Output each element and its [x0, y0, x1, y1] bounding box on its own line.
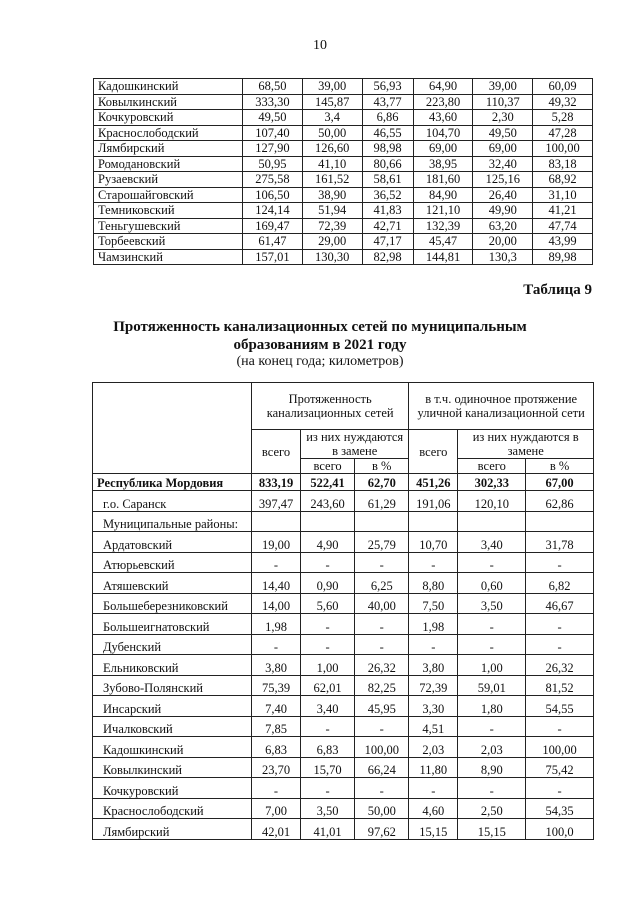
header-percent-1: в % — [355, 459, 409, 474]
value-cell: 130,30 — [302, 249, 362, 265]
table-row — [93, 491, 594, 512]
value-cell: 120,10 — [458, 491, 526, 512]
title-line-2: образованиям в 2021 году — [233, 337, 407, 353]
value-cell: 68,92 — [533, 172, 593, 188]
value-cell: - — [526, 614, 594, 635]
district-name: Большеберезниковский — [93, 593, 252, 614]
value-cell: 42,71 — [362, 218, 413, 234]
value-cell: 5,28 — [533, 110, 593, 126]
value-cell: - — [458, 778, 526, 799]
table-row — [93, 474, 594, 491]
table-row — [94, 110, 593, 126]
district-name: Чамзинский — [94, 249, 243, 265]
value-cell: 145,87 — [302, 94, 362, 110]
value-cell: 75,42 — [526, 757, 594, 778]
district-name: Кочкуровский — [93, 778, 252, 799]
value-cell: 1,98 — [252, 614, 301, 635]
value-cell: 3,30 — [409, 696, 458, 717]
value-cell: 7,85 — [252, 716, 301, 737]
value-cell: - — [409, 778, 458, 799]
value-cell: - — [301, 614, 355, 635]
value-cell: 1,00 — [458, 655, 526, 676]
value-cell: 397,47 — [252, 491, 301, 512]
value-cell: 5,60 — [301, 593, 355, 614]
value-cell: 3,40 — [458, 532, 526, 553]
value-cell: 50,00 — [355, 798, 409, 819]
table-row — [93, 675, 594, 696]
value-cell: 7,40 — [252, 696, 301, 717]
value-cell: 26,32 — [526, 655, 594, 676]
district-name: Кадошкинский — [93, 737, 252, 758]
district-name: Кадошкинский — [94, 79, 243, 95]
page-number: 10 — [313, 38, 327, 53]
table-row — [93, 655, 594, 676]
table-row — [94, 172, 593, 188]
value-cell: 41,21 — [533, 203, 593, 219]
value-cell: - — [355, 614, 409, 635]
value-cell: 25,79 — [355, 532, 409, 553]
value-cell: 69,00 — [413, 141, 473, 157]
table-row — [94, 125, 593, 141]
value-cell: 8,80 — [409, 573, 458, 594]
value-cell — [252, 511, 301, 532]
value-cell: 40,00 — [355, 593, 409, 614]
value-cell: 7,50 — [409, 593, 458, 614]
value-cell: 333,30 — [243, 94, 303, 110]
value-cell: 121,10 — [413, 203, 473, 219]
value-cell: 62,86 — [526, 491, 594, 512]
header-group-network-length: Протяженность канализационных сетей — [252, 383, 409, 430]
value-cell: 2,03 — [409, 737, 458, 758]
value-cell — [301, 511, 355, 532]
value-cell: 275,58 — [243, 172, 303, 188]
value-cell — [458, 511, 526, 532]
value-cell: 49,32 — [533, 94, 593, 110]
value-cell: 169,47 — [243, 218, 303, 234]
table-title — [0, 318, 640, 354]
table-row — [93, 757, 594, 778]
value-cell: 63,20 — [473, 218, 533, 234]
value-cell: 68,50 — [243, 79, 303, 95]
table-row — [93, 532, 594, 553]
value-cell: 69,00 — [473, 141, 533, 157]
value-cell: 81,52 — [526, 675, 594, 696]
value-cell: - — [409, 634, 458, 655]
value-cell: 31,10 — [533, 187, 593, 203]
header-replace-1: из них нуждаются в замене — [301, 430, 409, 459]
value-cell: 104,70 — [413, 125, 473, 141]
value-cell: - — [526, 778, 594, 799]
value-cell: 47,74 — [533, 218, 593, 234]
value-cell: 80,66 — [362, 156, 413, 172]
value-cell: 45,47 — [413, 234, 473, 250]
district-name: Атюрьевский — [93, 552, 252, 573]
value-cell: 72,39 — [409, 675, 458, 696]
value-cell: 23,70 — [252, 757, 301, 778]
value-cell: 0,90 — [301, 573, 355, 594]
value-cell: 61,29 — [355, 491, 409, 512]
value-cell: 50,95 — [243, 156, 303, 172]
value-cell: 41,01 — [301, 819, 355, 840]
table-row — [94, 203, 593, 219]
value-cell: 49,50 — [243, 110, 303, 126]
value-cell: 19,00 — [252, 532, 301, 553]
value-cell: 10,70 — [409, 532, 458, 553]
value-cell — [355, 511, 409, 532]
value-cell: 47,28 — [533, 125, 593, 141]
value-cell: 56,93 — [362, 79, 413, 95]
value-cell: 6,83 — [301, 737, 355, 758]
district-name: Большеигнатовский — [93, 614, 252, 635]
district-name: Краснослободский — [94, 125, 243, 141]
value-cell: 62,70 — [355, 474, 409, 491]
value-cell: 0,60 — [458, 573, 526, 594]
value-cell: 46,55 — [362, 125, 413, 141]
value-cell: 3,4 — [302, 110, 362, 126]
value-cell: 60,09 — [533, 79, 593, 95]
value-cell: 20,00 — [473, 234, 533, 250]
table-row — [94, 94, 593, 110]
value-cell: 144,81 — [413, 249, 473, 265]
value-cell: 39,00 — [473, 79, 533, 95]
table-row — [93, 552, 594, 573]
value-cell: 41,10 — [302, 156, 362, 172]
value-cell: 14,00 — [252, 593, 301, 614]
value-cell: 11,80 — [409, 757, 458, 778]
value-cell: 51,94 — [302, 203, 362, 219]
value-cell: 59,01 — [458, 675, 526, 696]
value-cell: 14,40 — [252, 573, 301, 594]
value-cell: 6,83 — [252, 737, 301, 758]
value-cell: 2,03 — [458, 737, 526, 758]
header-sub-total-1: всего — [301, 459, 355, 474]
value-cell: 6,82 — [526, 573, 594, 594]
value-cell: 1,98 — [409, 614, 458, 635]
value-cell: 67,00 — [526, 474, 594, 491]
value-cell: 31,78 — [526, 532, 594, 553]
district-name: Старошайговский — [94, 187, 243, 203]
value-cell: 127,90 — [243, 141, 303, 157]
value-cell — [409, 511, 458, 532]
value-cell: 58,61 — [362, 172, 413, 188]
district-name: Торбеевский — [94, 234, 243, 250]
value-cell: 3,40 — [301, 696, 355, 717]
value-cell: 2,50 — [458, 798, 526, 819]
value-cell: 15,15 — [458, 819, 526, 840]
value-cell: 82,25 — [355, 675, 409, 696]
table-row — [94, 79, 593, 95]
value-cell: 46,67 — [526, 593, 594, 614]
table-subtitle: (на конец года; километров) — [236, 354, 404, 369]
table-row — [94, 141, 593, 157]
value-cell: 124,14 — [243, 203, 303, 219]
value-cell: 100,00 — [355, 737, 409, 758]
district-name: Республика Мордовия — [93, 474, 252, 491]
district-name: Лямбирский — [94, 141, 243, 157]
value-cell: 4,51 — [409, 716, 458, 737]
table-row — [93, 614, 594, 635]
value-cell: 72,39 — [302, 218, 362, 234]
header-sub-total-2: всего — [458, 459, 526, 474]
district-name: Лямбирский — [93, 819, 252, 840]
value-cell: 100,0 — [526, 819, 594, 840]
district-name: Краснослободский — [93, 798, 252, 819]
district-name: Ковылкинский — [93, 757, 252, 778]
table-row — [94, 249, 593, 265]
value-cell: 45,95 — [355, 696, 409, 717]
value-cell: - — [458, 614, 526, 635]
value-cell: 41,83 — [362, 203, 413, 219]
value-cell: 15,15 — [409, 819, 458, 840]
value-cell: 126,60 — [302, 141, 362, 157]
district-name: Дубенский — [93, 634, 252, 655]
value-cell: - — [355, 552, 409, 573]
value-cell: 4,90 — [301, 532, 355, 553]
value-cell: 110,37 — [473, 94, 533, 110]
value-cell: 38,90 — [302, 187, 362, 203]
value-cell: - — [252, 778, 301, 799]
district-name: Ардатовский — [93, 532, 252, 553]
district-name: г.о. Саранск — [93, 491, 252, 512]
value-cell: 107,40 — [243, 125, 303, 141]
table-row — [93, 696, 594, 717]
value-cell: - — [355, 778, 409, 799]
value-cell: 522,41 — [301, 474, 355, 491]
district-name: Инсарский — [93, 696, 252, 717]
value-cell: 66,24 — [355, 757, 409, 778]
header-replace-2: из них нуждаются в замене — [458, 430, 594, 459]
value-cell: - — [252, 552, 301, 573]
value-cell: 49,50 — [473, 125, 533, 141]
district-name: Зубово-Полянский — [93, 675, 252, 696]
value-cell: - — [526, 634, 594, 655]
value-cell: 75,39 — [252, 675, 301, 696]
title-line-1: Протяженность канализационных сетей по муниципальным — [113, 319, 527, 335]
table-row — [94, 156, 593, 172]
value-cell: 54,35 — [526, 798, 594, 819]
value-cell: 43,99 — [533, 234, 593, 250]
value-cell: 6,86 — [362, 110, 413, 126]
value-cell: - — [355, 716, 409, 737]
header-group-street-network: в т.ч. одиночное протяжение уличной канализационной сети — [409, 383, 594, 430]
table-label: Таблица 9 — [523, 282, 592, 298]
value-cell: 26,40 — [473, 187, 533, 203]
table-row — [93, 511, 594, 532]
value-cell: 451,26 — [409, 474, 458, 491]
value-cell: - — [252, 634, 301, 655]
value-cell: 39,00 — [302, 79, 362, 95]
value-cell: 132,39 — [413, 218, 473, 234]
district-name: Рузаевский — [94, 172, 243, 188]
value-cell: 106,50 — [243, 187, 303, 203]
value-cell: 302,33 — [458, 474, 526, 491]
district-name: Атяшевский — [93, 573, 252, 594]
value-cell: - — [301, 716, 355, 737]
district-name: Темниковский — [94, 203, 243, 219]
header-total-1: всего — [252, 430, 301, 474]
value-cell: 3,80 — [409, 655, 458, 676]
value-cell: 3,50 — [301, 798, 355, 819]
table-row — [93, 737, 594, 758]
table-row — [93, 593, 594, 614]
value-cell: 83,18 — [533, 156, 593, 172]
value-cell — [526, 511, 594, 532]
value-cell: 64,90 — [413, 79, 473, 95]
value-cell: 130,3 — [473, 249, 533, 265]
value-cell: 50,00 — [302, 125, 362, 141]
value-cell: 54,55 — [526, 696, 594, 717]
value-cell: 7,00 — [252, 798, 301, 819]
table-row — [94, 187, 593, 203]
value-cell: - — [458, 634, 526, 655]
value-cell: - — [301, 634, 355, 655]
table-row — [93, 778, 594, 799]
value-cell: 42,01 — [252, 819, 301, 840]
header-percent-2: в % — [526, 459, 594, 474]
value-cell: 1,80 — [458, 696, 526, 717]
value-cell: 4,60 — [409, 798, 458, 819]
value-cell: 26,32 — [355, 655, 409, 676]
district-name: Муниципальные районы: — [93, 511, 252, 532]
value-cell: 38,95 — [413, 156, 473, 172]
value-cell: 49,90 — [473, 203, 533, 219]
value-cell: 97,62 — [355, 819, 409, 840]
value-cell: 125,16 — [473, 172, 533, 188]
value-cell: 8,90 — [458, 757, 526, 778]
value-cell: 833,19 — [252, 474, 301, 491]
value-cell: 1,00 — [301, 655, 355, 676]
value-cell: 29,00 — [302, 234, 362, 250]
value-cell: 61,47 — [243, 234, 303, 250]
table-row — [93, 634, 594, 655]
value-cell: 98,98 — [362, 141, 413, 157]
value-cell: 100,00 — [526, 737, 594, 758]
value-cell: - — [301, 778, 355, 799]
value-cell: - — [409, 552, 458, 573]
value-cell: 181,60 — [413, 172, 473, 188]
district-name: Ельниковский — [93, 655, 252, 676]
value-cell: 161,52 — [302, 172, 362, 188]
value-cell: 191,06 — [409, 491, 458, 512]
value-cell: 6,25 — [355, 573, 409, 594]
header-empty-cell — [93, 383, 252, 474]
value-cell: 157,01 — [243, 249, 303, 265]
value-cell: 82,98 — [362, 249, 413, 265]
district-name: Ромодановский — [94, 156, 243, 172]
value-cell: 223,80 — [413, 94, 473, 110]
table-row — [93, 573, 594, 594]
value-cell: 243,60 — [301, 491, 355, 512]
value-cell: 15,70 — [301, 757, 355, 778]
value-cell: - — [355, 634, 409, 655]
district-name: Ичалковский — [93, 716, 252, 737]
district-name: Теньгушевский — [94, 218, 243, 234]
table-row — [94, 234, 593, 250]
value-cell: 43,77 — [362, 94, 413, 110]
value-cell: - — [458, 716, 526, 737]
table-row — [94, 218, 593, 234]
value-cell: 43,60 — [413, 110, 473, 126]
value-cell: 3,50 — [458, 593, 526, 614]
header-total-2: всего — [409, 430, 458, 474]
value-cell: 36,52 — [362, 187, 413, 203]
district-name: Ковылкинский — [94, 94, 243, 110]
value-cell: 47,17 — [362, 234, 413, 250]
table-row — [93, 798, 594, 819]
district-name: Кочкуровский — [94, 110, 243, 126]
table-row — [93, 819, 594, 840]
value-cell: 100,00 — [533, 141, 593, 157]
value-cell: 3,80 — [252, 655, 301, 676]
value-cell: - — [526, 552, 594, 573]
table-row — [93, 716, 594, 737]
value-cell: 32,40 — [473, 156, 533, 172]
value-cell: 84,90 — [413, 187, 473, 203]
value-cell: 62,01 — [301, 675, 355, 696]
sewer-network-table — [92, 382, 594, 840]
value-cell: - — [458, 552, 526, 573]
value-cell: 89,98 — [533, 249, 593, 265]
value-cell: - — [526, 716, 594, 737]
value-cell: 2,30 — [473, 110, 533, 126]
value-cell: - — [301, 552, 355, 573]
continued-table — [93, 78, 593, 265]
